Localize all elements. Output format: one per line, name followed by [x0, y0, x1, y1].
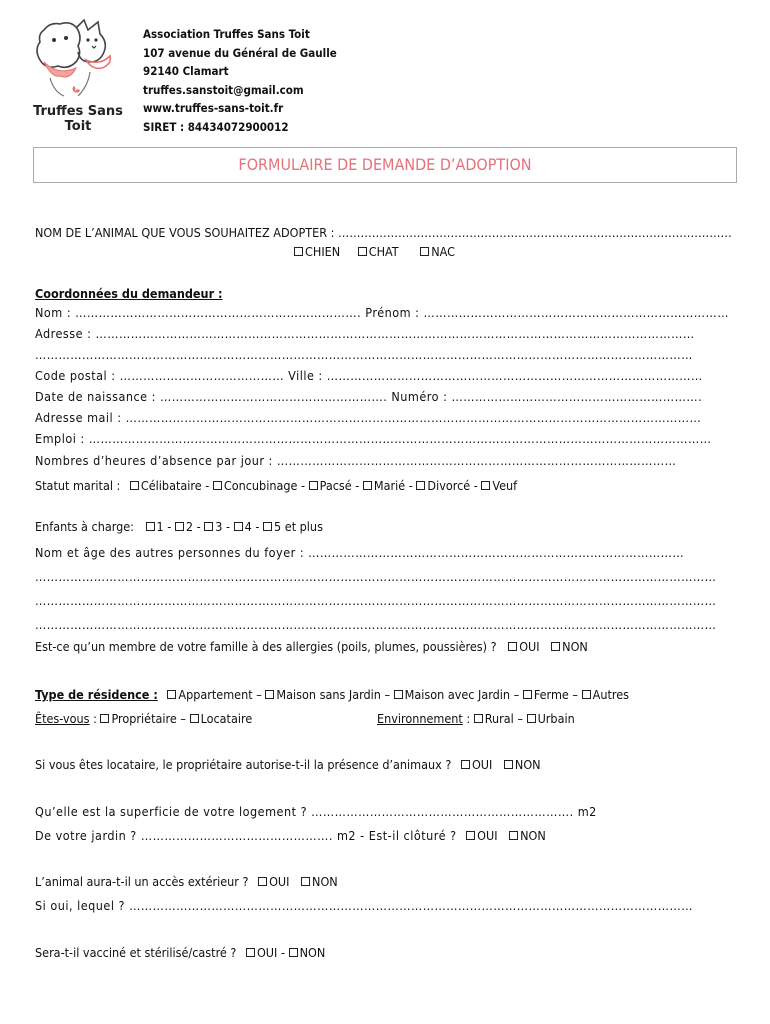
foyer-line-1[interactable]: …………………………………………………………………………………………………………………………………………………………: [35, 569, 717, 584]
adresse-line-2[interactable]: ……………………………………………………………………………………………………………………………………………………: [35, 347, 693, 362]
checkbox-icon[interactable]: [234, 522, 243, 531]
locataire-row: [35, 757, 541, 772]
locataire-non[interactable]: NON: [504, 757, 541, 772]
exterieur-oui[interactable]: OUI: [258, 874, 289, 889]
foyer-line-2[interactable]: …………………………………………………………………………………………………………………………………………………………: [35, 593, 717, 608]
allergies-oui[interactable]: OUI: [508, 639, 539, 654]
checkbox-icon[interactable]: [416, 481, 425, 490]
adresse-field[interactable]: Adresse : ………………………………………………………………………………………………………………………………………: [35, 326, 695, 341]
checkbox-icon[interactable]: [265, 690, 274, 699]
option-chat[interactable]: CHAT: [358, 244, 399, 259]
exterieur-non[interactable]: NON: [301, 874, 338, 889]
option-maison-sans-jardin[interactable]: Maison sans Jardin: [265, 687, 380, 702]
emploi-field[interactable]: Emploi : ……………………………………………………………………………………………………………………………………………: [35, 431, 712, 446]
option-veuf[interactable]: Veuf: [481, 478, 517, 493]
exterieur-label: L’animal aura-t-il un accès extérieur ?: [35, 874, 249, 889]
residence-label: Type de résidence :: [35, 687, 158, 702]
option-autres[interactable]: Autres: [582, 687, 629, 702]
naissance-numero-field[interactable]: Date de naissance : …………………………………………………. Numéro : ……………………………………………………….: [35, 389, 703, 404]
nom-prenom-field[interactable]: Nom : ………………………………………………………………. Prénom : ……………………………………………………………………: [35, 305, 729, 320]
checkbox-icon[interactable]: [301, 877, 310, 886]
statut-marital-row: Statut marital : Célibataire - Concubinage - Pacsé - Marié - Divorcé - Veuf: [35, 478, 518, 493]
checkbox-icon[interactable]: [309, 481, 318, 490]
checkbox-icon[interactable]: [204, 522, 213, 531]
option-chien[interactable]: CHIEN: [294, 244, 340, 259]
checkbox-icon[interactable]: [481, 481, 490, 490]
option-enfants-4[interactable]: 4: [234, 519, 252, 534]
association-email[interactable]: truffes.sanstoit@gmail.com: [143, 82, 304, 97]
checkbox-icon[interactable]: [523, 690, 532, 699]
option-divorce[interactable]: Divorcé: [416, 478, 470, 493]
association-city: 92140 Clamart: [143, 64, 229, 78]
checkbox-icon[interactable]: [509, 831, 518, 840]
residence-row: Type de résidence : Appartement – Maison sans Jardin – Maison avec Jardin – Ferme – Autres: [35, 687, 629, 702]
option-enfants-1[interactable]: 1: [146, 519, 164, 534]
etes-vous-row: Êtes-vous : Propriétaire – Locataire: [35, 711, 253, 726]
animal-name-field[interactable]: NOM DE L’ANIMAL QUE VOUS SOUHAITEZ ADOPTER : ……………………………………………………………………………………………: [35, 225, 732, 240]
checkbox-icon[interactable]: [263, 522, 272, 531]
environnement-row: Environnement : Rural – Urbain: [377, 711, 575, 726]
enfants-row: Enfants à charge: 1 - 2 - 3 - 4 - 5 et plus: [35, 519, 323, 534]
association-website[interactable]: www.truffes-sans-toit.fr: [143, 101, 284, 115]
checkbox-icon[interactable]: [474, 714, 483, 723]
checkbox-icon[interactable]: [130, 481, 139, 490]
adresse-mail-field[interactable]: Adresse mail : …………………………………………………………………………………………………………………………………: [35, 410, 702, 425]
checkbox-icon[interactable]: [358, 247, 367, 256]
jardin-row: [35, 828, 546, 843]
option-enfants-3[interactable]: 3: [204, 519, 222, 534]
superficie-field[interactable]: Qu’elle est la superficie de votre logement ? …………………………………………………………. m2: [35, 804, 597, 819]
option-enfants-2[interactable]: 2: [175, 519, 193, 534]
checkbox-icon[interactable]: [294, 247, 303, 256]
checkbox-icon[interactable]: [363, 481, 372, 490]
foyer-field[interactable]: Nom et âge des autres personnes du foyer : ……………………………………………………………………………………: [35, 545, 685, 560]
vaccin-non[interactable]: NON: [289, 945, 326, 960]
exterieur-row: [35, 874, 338, 889]
option-appartement[interactable]: Appartement: [167, 687, 252, 702]
foyer-line-3[interactable]: …………………………………………………………………………………………………………………………………………………………: [35, 617, 717, 632]
option-concubinage[interactable]: Concubinage: [213, 478, 298, 493]
checkbox-icon[interactable]: [582, 690, 591, 699]
allergies-label: Est-ce qu’un membre de votre famille à des allergies (poils, plumes, poussières) ?: [35, 639, 497, 654]
locataire-label: Si vous êtes locataire, le propriétaire autorise-t-il la présence d’animaux ?: [35, 757, 452, 772]
checkbox-icon[interactable]: [146, 522, 155, 531]
option-ferme[interactable]: Ferme: [523, 687, 569, 702]
checkbox-icon[interactable]: [246, 948, 255, 957]
form-title: FORMULAIRE DE DEMANDE D’ADOPTION: [238, 155, 532, 174]
checkbox-icon[interactable]: [504, 760, 513, 769]
jardin-field[interactable]: De votre jardin ? …………………………………………. m2 - Est-il clôturé ?: [35, 828, 457, 843]
allergies-row: [35, 639, 588, 654]
vaccin-row: Sera-t-il vacciné et stérilisé/castré ? OUI - NON: [35, 945, 326, 960]
exterieur-lequel-field[interactable]: Si oui, lequel ? ………………………………………………………………………………………………………………………………: [35, 898, 694, 913]
checkbox-icon[interactable]: [175, 522, 184, 531]
animal-type-options: [294, 244, 455, 259]
checkbox-icon[interactable]: [551, 642, 560, 651]
absence-field[interactable]: Nombres d’heures d’absence par jour : …………………………………………………………………………………………: [35, 453, 677, 468]
checkbox-icon[interactable]: [289, 948, 298, 957]
association-address: 107 avenue du Général de Gaulle: [143, 45, 337, 60]
enfants-label: Enfants à charge:: [35, 519, 134, 534]
option-urbain[interactable]: Urbain: [527, 711, 575, 726]
option-rural[interactable]: Rural: [474, 711, 514, 726]
checkbox-icon[interactable]: [466, 831, 475, 840]
logo: [26, 16, 130, 132]
locataire-oui[interactable]: OUI: [461, 757, 492, 772]
option-enfants-5-plus[interactable]: 5 et plus: [263, 519, 323, 534]
statut-marital-label: Statut marital :: [35, 478, 121, 493]
option-celibataire[interactable]: Célibataire: [130, 478, 202, 493]
option-nac[interactable]: NAC: [420, 244, 455, 259]
section-heading-coordonnees: Coordonnées du demandeur :: [35, 286, 223, 301]
option-pacse[interactable]: Pacsé: [309, 478, 352, 493]
checkbox-icon[interactable]: [258, 877, 267, 886]
association-name: Association Truffes Sans Toit: [143, 27, 310, 41]
logo-name: Truffes Sans Toit: [33, 104, 123, 134]
dog-and-cat-logo-icon: [30, 16, 126, 106]
option-locataire[interactable]: Locataire: [190, 711, 253, 726]
checkbox-icon[interactable]: [213, 481, 222, 490]
association-siret: SIRET : 84434072900012: [143, 119, 289, 134]
cloture-non[interactable]: NON: [509, 828, 546, 843]
code-postal-ville-field[interactable]: Code postal : …………………………………… Ville : ……………………………………………………………………………………: [35, 368, 703, 383]
checkbox-icon[interactable]: [190, 714, 199, 723]
vaccin-oui[interactable]: OUI: [246, 945, 277, 960]
checkbox-icon[interactable]: [100, 714, 109, 723]
checkbox-icon[interactable]: [461, 760, 470, 769]
cloture-oui[interactable]: OUI: [466, 828, 497, 843]
option-maison-avec-jardin[interactable]: Maison avec Jardin: [394, 687, 510, 702]
option-marie[interactable]: Marié: [363, 478, 405, 493]
checkbox-icon[interactable]: [167, 690, 176, 699]
checkbox-icon[interactable]: [394, 690, 403, 699]
allergies-non[interactable]: NON: [551, 639, 588, 654]
environnement-label: Environnement: [377, 711, 463, 726]
vaccin-label: Sera-t-il vacciné et stérilisé/castré ?: [35, 945, 237, 960]
checkbox-icon[interactable]: [527, 714, 536, 723]
etes-vous-label: Êtes-vous: [35, 711, 90, 726]
association-info: [143, 25, 337, 136]
checkbox-icon[interactable]: [508, 642, 517, 651]
option-proprietaire[interactable]: Propriétaire: [100, 711, 176, 726]
form-title-box: [33, 147, 737, 183]
checkbox-icon[interactable]: [420, 247, 429, 256]
